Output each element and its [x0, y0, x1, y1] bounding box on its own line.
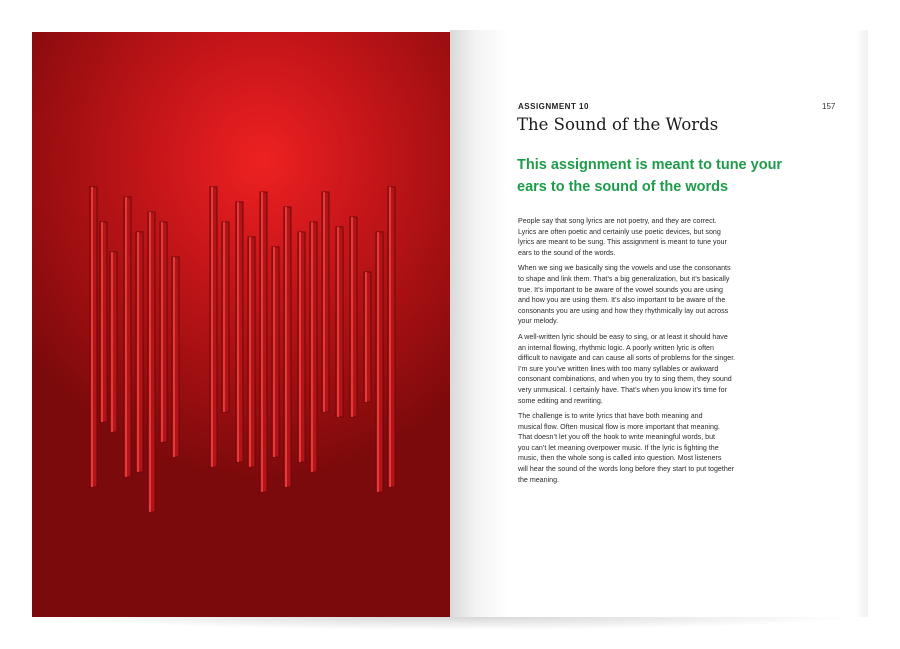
- art-bar-highlight: [149, 212, 151, 512]
- art-bar-highlight: [311, 222, 313, 472]
- art-bar-highlight: [299, 232, 301, 462]
- art-bar-highlight: [125, 197, 127, 477]
- text-line: the meaning.: [518, 475, 560, 484]
- text-line: consonants you are using and how they rhythmically lay out across: [518, 306, 729, 315]
- text-line: your melody.: [518, 317, 559, 326]
- body-text: [518, 216, 735, 490]
- paragraph: [518, 216, 735, 258]
- text-line: to shape and link them. That’s a big generalization, but it’s basically: [518, 274, 730, 283]
- art-bar-highlight: [101, 222, 103, 422]
- art-bar-highlight: [365, 272, 367, 402]
- text-line: That doesn’t let you off the hook to write meaningful words, but: [518, 433, 716, 442]
- text-line: some editing and rewriting.: [518, 396, 603, 405]
- paragraph: [518, 263, 735, 327]
- assignment-label: ASSIGNMENT 10: [518, 102, 589, 111]
- lead-line: ears to the sound of the words: [517, 179, 729, 195]
- text-line: an internal flowing, rhythmic logic. A poorly written lyric is often: [518, 343, 714, 352]
- abstract-bars-art: [32, 32, 450, 617]
- text-line: will hear the sound of the words long before they start to put together: [518, 465, 735, 474]
- art-bar-highlight: [389, 187, 391, 487]
- art-bar-highlight: [273, 247, 275, 457]
- text-line: true. It’s important to be aware of the vowel sounds you are using: [518, 285, 723, 294]
- art-bar-highlight: [91, 187, 93, 487]
- art-bar-highlight: [237, 202, 239, 462]
- text-line: music, then the whole song is called into question. Most listeners: [518, 454, 722, 463]
- art-bar-highlight: [285, 207, 287, 487]
- art-bar-highlight: [377, 232, 379, 492]
- art-bar-highlight: [323, 192, 325, 412]
- text-line: Lyrics are often poetic and certainly use poetic devices, but song: [518, 227, 721, 236]
- text-line: you can’t let meaning overpower music. If the lyric is fighting the: [518, 443, 719, 452]
- art-bar-highlight: [137, 232, 139, 472]
- art-bar-highlight: [249, 237, 251, 467]
- text-line: ears to the sound of the words.: [518, 248, 616, 257]
- text-line: When we sing we basically sing the vowels and use the consonants: [518, 264, 731, 273]
- left-page-artwork: [32, 32, 450, 617]
- art-bar-highlight: [173, 257, 175, 457]
- text-line: The challenge is to write lyrics that have both meaning and: [518, 412, 703, 421]
- text-line: People say that song lyrics are not poetry, and they are correct.: [518, 217, 717, 225]
- art-bar-highlight: [351, 217, 353, 417]
- text-line: consonant combinations, and when you try to sing them, they sound: [518, 375, 732, 384]
- paragraph: [518, 411, 735, 485]
- text-line: and how you are using them. It’s also important to be aware of the: [518, 296, 726, 305]
- art-bar-highlight: [211, 187, 213, 467]
- art-bar-highlight: [261, 192, 263, 492]
- paragraph: [518, 332, 735, 406]
- lead-heading: [517, 154, 782, 198]
- text-line: very unmusical. I certainly have. That’s when you know it’s time for: [518, 385, 727, 394]
- page-number: 157: [822, 102, 836, 111]
- art-bar-highlight: [161, 222, 163, 442]
- text-line: lyrics are meant to be sung. This assignment is meant to tune your: [518, 238, 727, 247]
- art-bar-highlight: [111, 252, 113, 432]
- text-line: difficult to navigate and can cause all sorts of problems for the singer.: [518, 354, 736, 363]
- right-page: [450, 30, 868, 617]
- text-line: I’m sure you’ve written lines with too many syllables or awkward: [518, 364, 719, 373]
- text-line: A well-written lyric should be easy to sing, or at least it should have: [518, 332, 728, 341]
- text-line: musical flow. Often musical flow is more important that meaning.: [518, 422, 720, 431]
- art-bar-highlight: [337, 227, 339, 417]
- page-title: The Sound of the Words: [517, 115, 719, 134]
- lead-line: This assignment is meant to tune your: [517, 157, 783, 173]
- art-bar-highlight: [223, 222, 225, 412]
